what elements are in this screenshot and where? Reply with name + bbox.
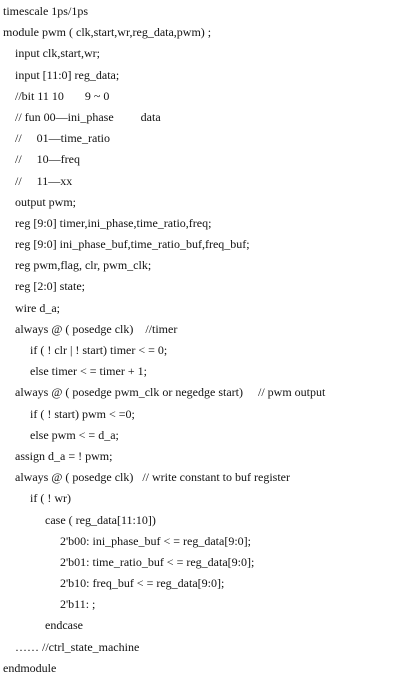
code-line: 2'b00: ini_phase_buf < = reg_data[9:0]; xyxy=(60,533,251,548)
code-line: reg [9:0] timer,ini_phase,time_ratio,freq; xyxy=(15,215,212,230)
code-line: reg [9:0] ini_phase_buf,time_ratio_buf,freq_buf; xyxy=(15,237,250,252)
code-line: always @ ( posedge pwm_clk or negedge start) // pwm output xyxy=(15,385,326,400)
code-line: 2'b01: time_ratio_buf < = reg_data[9:0]; xyxy=(60,554,255,569)
code-line: …… //ctrl_state_machine xyxy=(15,639,140,654)
code-line: if ( ! wr) xyxy=(30,491,71,506)
code-line: case ( reg_data[11:10]) xyxy=(45,512,156,527)
code-line: always @ ( posedge clk) // write constant to buf register xyxy=(15,470,290,485)
verilog-code-listing xyxy=(3,1,399,675)
code-line: reg [2:0] state; xyxy=(15,279,85,294)
code-line: reg pwm,flag, clr, pwm_clk; xyxy=(15,258,152,273)
code-line: wire d_a; xyxy=(15,300,60,315)
code-line: //bit 11 10 9 ~ 0 xyxy=(15,88,110,103)
code-line: input clk,start,wr; xyxy=(15,46,100,61)
code-line: else pwm < = d_a; xyxy=(30,427,119,442)
code-line: if ( ! clr | ! start) timer < = 0; xyxy=(30,343,168,357)
code-line: assign d_a = ! pwm; xyxy=(15,448,113,463)
code-line: else timer < = timer + 1; xyxy=(30,364,147,379)
code-line: endmodule xyxy=(3,660,57,675)
code-line: 2'b11: ; xyxy=(60,597,96,612)
code-line: if ( ! start) pwm < =0; xyxy=(30,406,135,421)
code-line: // 11—xx xyxy=(15,173,73,188)
code-line: module pwm ( clk,start,wr,reg_data,pwm) ; xyxy=(3,25,212,40)
code-line: endcase xyxy=(45,618,83,633)
code-line: // 10—freq xyxy=(15,152,80,167)
code-line: // 01—time_ratio xyxy=(15,131,110,146)
code-line: // fun 00—ini_phase data xyxy=(15,109,161,124)
code-line: 2'b10: freq_buf < = reg_data[9:0]; xyxy=(60,576,225,591)
code-line: input [11:0] reg_data; xyxy=(15,67,120,82)
code-line: always @ ( posedge clk) //timer xyxy=(15,321,178,336)
code-line: timescale 1ps/1ps xyxy=(3,4,88,18)
code-line: output pwm; xyxy=(15,194,77,209)
